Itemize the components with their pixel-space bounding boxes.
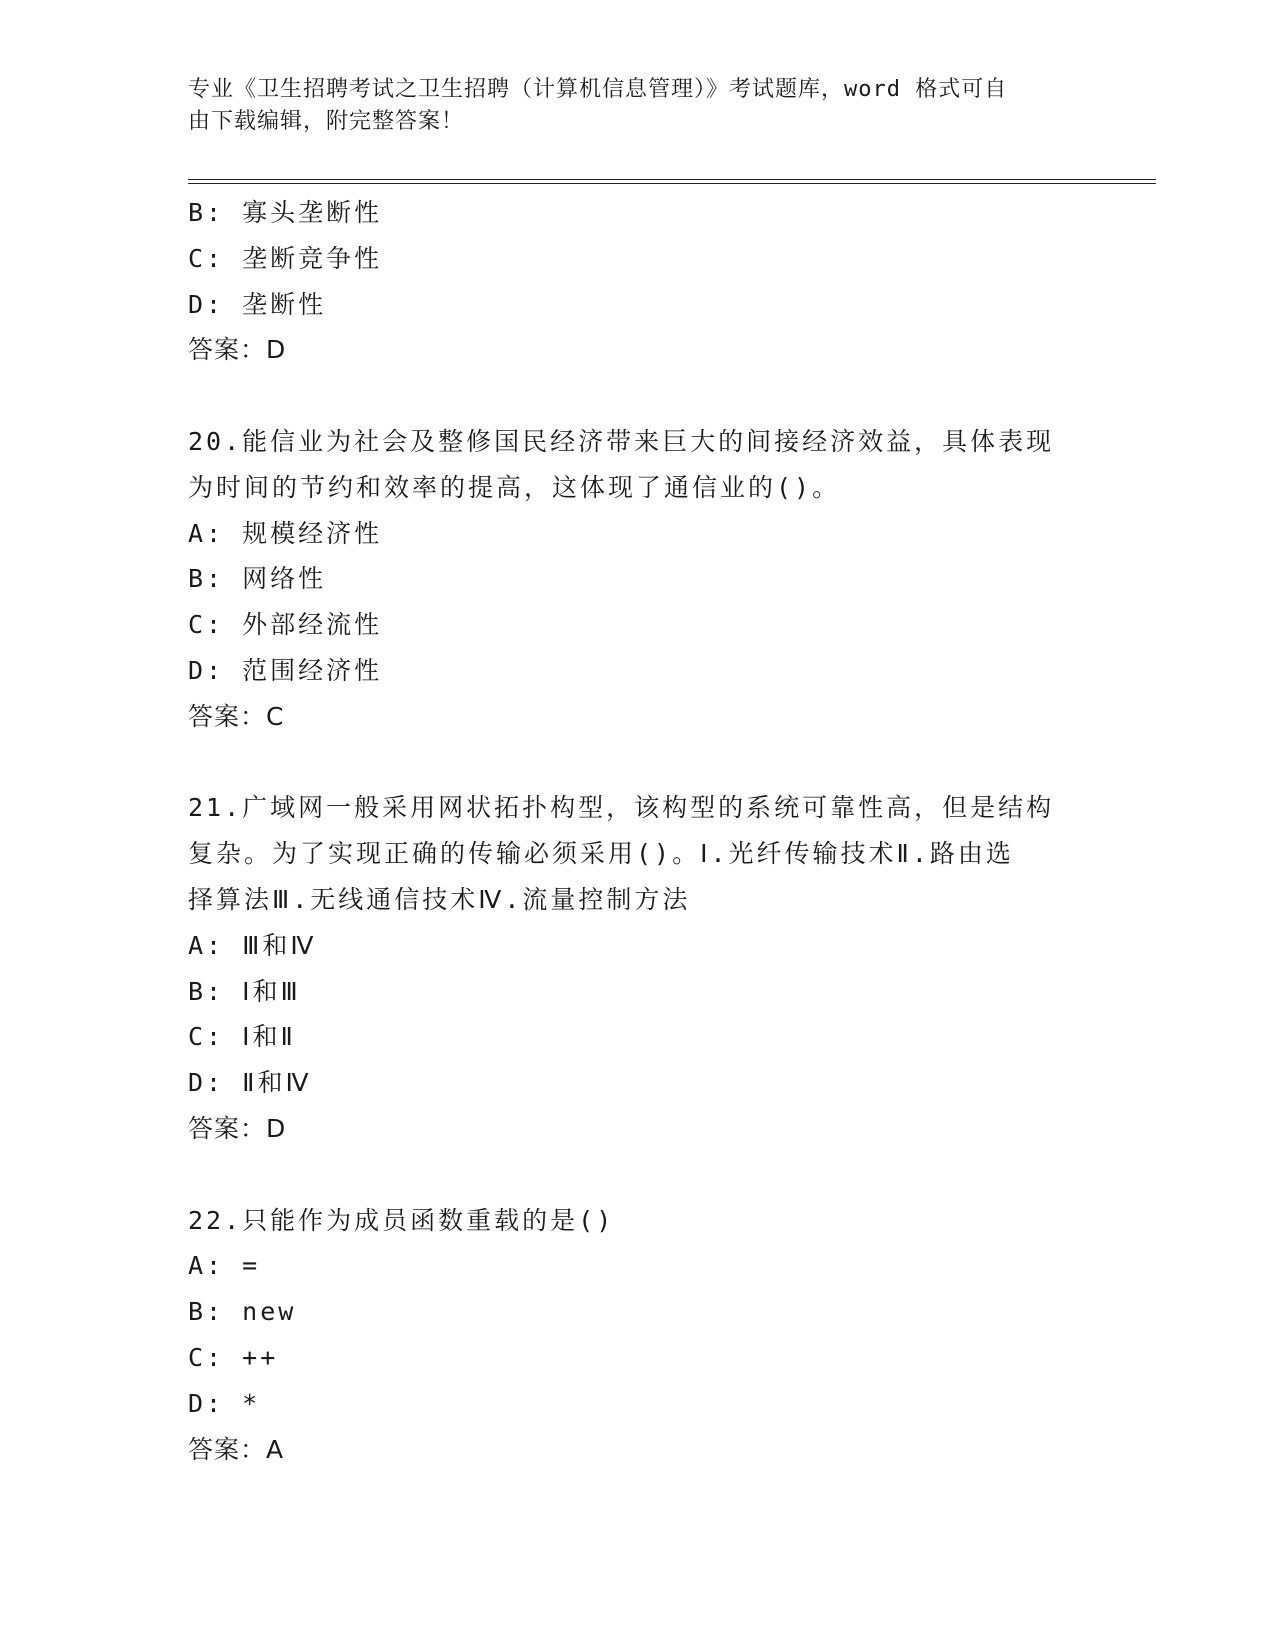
question-text-line: 复杂。为了实现正确的传输必须采用()。Ⅰ.光纤传输技术Ⅱ.路由选 <box>188 839 1014 869</box>
answer-line: 答案：C <box>188 701 285 731</box>
question-text <box>188 785 1088 922</box>
spacer <box>188 373 1088 419</box>
question-20 <box>188 419 1088 740</box>
answer-line: 答案：A <box>188 1434 285 1464</box>
document-header <box>188 74 1068 138</box>
question-text-line: 21.广域网一般采用网状拓扑构型，该构型的系统可靠性高，但是结构 <box>188 793 1055 823</box>
option-c: C: ++ <box>188 1342 279 1372</box>
option-d: D: * <box>188 1388 261 1418</box>
option-d: D: Ⅱ和Ⅳ <box>188 1068 312 1098</box>
option-d: D: 垄断性 <box>188 289 327 319</box>
option-a: A: 规模经济性 <box>188 518 383 548</box>
header-divider <box>188 179 1156 184</box>
question-21 <box>188 785 1088 1151</box>
question-text-line: 20.能信业为社会及整修国民经济带来巨大的间接经济效益，具体表现 <box>188 426 1055 456</box>
option-b: B: Ⅰ和Ⅲ <box>188 976 301 1006</box>
header-line-2: 由下载编辑，附完整答案！ <box>188 109 465 134</box>
question-text-line: 择算法Ⅲ.无线通信技术Ⅳ.流量控制方法 <box>188 884 691 914</box>
option-c: C: Ⅰ和Ⅱ <box>188 1022 296 1052</box>
option-b: B: new <box>188 1297 297 1327</box>
question-text <box>188 419 1088 511</box>
option-a: A: = <box>188 1251 261 1281</box>
option-d: D: 范围经济性 <box>188 655 383 685</box>
header-line-1: 专业《卫生招聘考试之卫生招聘（计算机信息管理）》考试题库，word 格式可自 <box>188 77 1008 102</box>
question-text <box>188 1198 1088 1244</box>
answer-line: 答案：D <box>188 335 287 365</box>
answer-line: 答案：D <box>188 1113 287 1143</box>
question-text-line: 22.只能作为成员函数重载的是() <box>188 1205 615 1235</box>
spacer <box>188 1152 1088 1198</box>
question-text-line: 为时间的节约和效率的提高，这体现了通信业的()。 <box>188 472 841 502</box>
question-19-partial <box>188 190 1088 373</box>
option-a: A: Ⅲ和Ⅳ <box>188 930 317 960</box>
question-list <box>188 190 1088 1472</box>
option-c: C: 外部经流性 <box>188 610 383 640</box>
option-c: C: 垄断竞争性 <box>188 243 383 273</box>
option-b: B: 网络性 <box>188 564 327 594</box>
question-22 <box>188 1198 1088 1473</box>
spacer <box>188 740 1088 786</box>
option-b: B: 寡头垄断性 <box>188 198 383 227</box>
